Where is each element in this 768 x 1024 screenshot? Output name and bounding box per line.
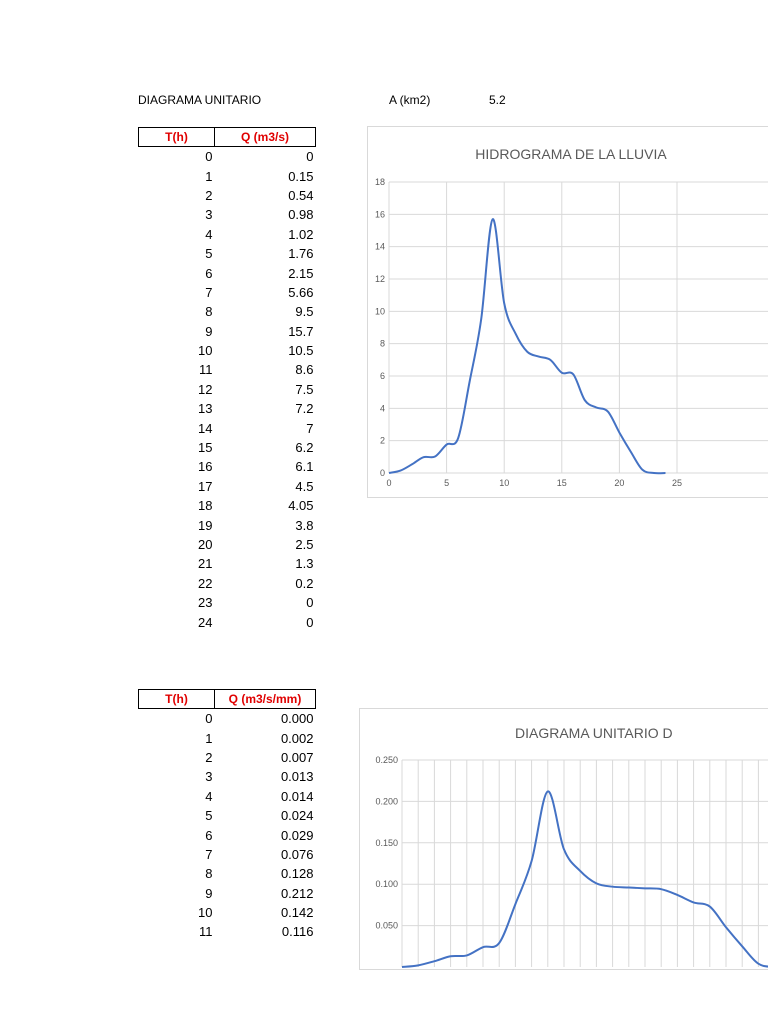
chart-title: DIAGRAMA UNITARIO D bbox=[515, 725, 673, 741]
table-row bbox=[139, 341, 316, 360]
flow-cell: 2.15 bbox=[288, 265, 314, 281]
flow-cell: 0.000 bbox=[280, 711, 314, 727]
flow-cell: 0.029 bbox=[280, 827, 314, 843]
time-cell: 12 bbox=[198, 381, 213, 397]
flow-column-header: Q (m3/s) bbox=[215, 128, 316, 147]
time-cell: 14 bbox=[198, 420, 213, 436]
table-row bbox=[139, 554, 316, 573]
rain-hydrograph-svg bbox=[368, 127, 768, 497]
y-tick-label: 0 bbox=[379, 468, 385, 478]
time-cell: 11 bbox=[199, 924, 213, 940]
table-row bbox=[139, 496, 316, 515]
flow-cell: 0.2 bbox=[295, 575, 314, 591]
flow-cell: 0.98 bbox=[288, 207, 314, 223]
flow-cell: 0.007 bbox=[280, 749, 314, 765]
time-cell: 19 bbox=[198, 517, 213, 533]
area-label: A (km2) bbox=[389, 93, 431, 107]
flow-cell: 5.66 bbox=[288, 284, 314, 300]
flow-cell: 6.2 bbox=[295, 440, 314, 456]
time-cell: 3 bbox=[205, 769, 213, 785]
flow-cell: 4.5 bbox=[295, 478, 314, 494]
table-row bbox=[139, 283, 316, 302]
table-row bbox=[139, 457, 316, 476]
unit-hydrograph-table-body bbox=[139, 709, 316, 942]
flow-cell: 0.002 bbox=[280, 730, 314, 746]
time-cell: 4 bbox=[205, 226, 213, 242]
time-cell: 6 bbox=[205, 265, 213, 281]
flow-cell: 1.3 bbox=[295, 556, 314, 572]
flow-cell: 0.076 bbox=[280, 846, 314, 862]
flow-cell: 0 bbox=[306, 595, 314, 611]
x-tick-label: 10 bbox=[499, 478, 510, 488]
page-title: DIAGRAMA UNITARIO bbox=[138, 93, 262, 107]
y-tick-label: 16 bbox=[374, 209, 385, 220]
table-row bbox=[139, 593, 316, 612]
y-tick-label: 14 bbox=[374, 241, 385, 252]
flow-cell: 0.013 bbox=[280, 769, 314, 785]
hydrograph-table-body bbox=[139, 147, 316, 632]
x-tick-label: 15 bbox=[556, 478, 567, 488]
flow-cell: 10.5 bbox=[288, 343, 314, 359]
table-row bbox=[139, 787, 316, 806]
time-cell: 8 bbox=[205, 866, 213, 882]
flow-cell: 7.5 bbox=[295, 381, 314, 397]
flow-cell: 1.76 bbox=[288, 246, 314, 262]
flow-cell: 2.5 bbox=[295, 537, 314, 552]
y-tick-label: 4 bbox=[379, 403, 385, 414]
y-tick-label: 0.050 bbox=[375, 920, 398, 931]
table-row bbox=[139, 903, 316, 922]
flow-cell: 0 bbox=[306, 149, 314, 165]
time-cell: 0 bbox=[205, 149, 213, 165]
flow-cell: 0.014 bbox=[280, 788, 314, 804]
flow-cell: 9.5 bbox=[295, 304, 314, 320]
table-row bbox=[139, 225, 316, 244]
time-cell: 16 bbox=[198, 459, 213, 475]
table-row bbox=[139, 884, 316, 903]
time-cell: 11 bbox=[199, 362, 213, 378]
time-cell: 20 bbox=[198, 537, 213, 552]
table-row bbox=[139, 748, 316, 767]
table-row bbox=[139, 477, 316, 496]
table-row bbox=[139, 515, 316, 534]
table-row bbox=[139, 728, 316, 747]
unit-hydrograph-table bbox=[138, 689, 316, 942]
time-cell: 0 bbox=[205, 711, 213, 727]
table-row bbox=[139, 612, 316, 631]
time-cell: 7 bbox=[205, 284, 213, 300]
flow-cell: 0.024 bbox=[280, 808, 314, 824]
table-row bbox=[139, 767, 316, 786]
y-tick-label: 18 bbox=[374, 177, 385, 187]
time-cell: 2 bbox=[205, 187, 213, 203]
table-row bbox=[139, 535, 316, 554]
flow-cell: 1.02 bbox=[288, 226, 314, 242]
table-row bbox=[139, 806, 316, 825]
time-cell: 1 bbox=[205, 168, 213, 184]
y-tick-label: 2 bbox=[379, 435, 385, 446]
flow-cell: 0.128 bbox=[280, 866, 314, 882]
time-cell: 18 bbox=[198, 498, 213, 514]
y-tick-label: 12 bbox=[374, 274, 385, 284]
time-column-header: T(h) bbox=[139, 128, 215, 147]
y-tick-label: 8 bbox=[379, 338, 385, 349]
table-row bbox=[139, 380, 316, 399]
flow-cell: 7.2 bbox=[295, 401, 314, 417]
flow-cell: 0.54 bbox=[288, 187, 314, 203]
time-cell: 17 bbox=[198, 478, 213, 494]
time-cell: 10 bbox=[198, 343, 213, 359]
flow-cell: 0.142 bbox=[280, 905, 314, 921]
y-tick-label: 10 bbox=[374, 306, 385, 317]
time-cell: 4 bbox=[205, 788, 213, 804]
table-row bbox=[139, 438, 316, 457]
table-row bbox=[139, 418, 316, 437]
flow-cell: 0.15 bbox=[288, 168, 314, 184]
table-row bbox=[139, 263, 316, 282]
flow-cell: 0.116 bbox=[281, 924, 314, 940]
unit-flow-column-header: Q (m3/s/mm) bbox=[215, 690, 316, 709]
flow-cell: 15.7 bbox=[288, 323, 314, 339]
table-row bbox=[139, 574, 316, 593]
x-tick-label: 20 bbox=[614, 478, 625, 488]
hydrograph-table bbox=[138, 127, 316, 632]
y-tick-label: 0.150 bbox=[375, 837, 398, 848]
table-row bbox=[139, 864, 316, 883]
x-tick-label: 5 bbox=[444, 478, 450, 488]
series-line bbox=[402, 791, 768, 967]
table-row bbox=[139, 166, 316, 185]
unit-diagram-svg bbox=[360, 709, 768, 969]
table-row bbox=[139, 360, 316, 379]
y-tick-label: 0.250 bbox=[375, 755, 398, 765]
time-cell: 9 bbox=[205, 323, 213, 339]
table-row bbox=[139, 825, 316, 844]
time-cell: 23 bbox=[198, 595, 213, 611]
chart-title: HIDROGRAMA DE LA LLUVIA bbox=[475, 146, 667, 162]
flow-cell: 4.05 bbox=[288, 498, 314, 514]
time-cell: 15 bbox=[198, 440, 213, 456]
time-cell: 24 bbox=[198, 614, 213, 630]
table-row bbox=[139, 205, 316, 224]
time-cell: 10 bbox=[198, 905, 213, 921]
table-row bbox=[139, 709, 316, 729]
y-tick-label: 6 bbox=[379, 371, 385, 381]
table-row bbox=[139, 244, 316, 263]
flow-cell: 0.212 bbox=[280, 885, 314, 901]
y-tick-label: 0.100 bbox=[375, 879, 398, 890]
time-cell: 9 bbox=[205, 885, 213, 901]
flow-cell: 3.8 bbox=[295, 517, 314, 533]
time-cell: 7 bbox=[205, 846, 213, 862]
time-cell: 2 bbox=[205, 749, 213, 765]
table-row bbox=[139, 186, 316, 205]
time-cell: 1 bbox=[205, 730, 213, 746]
table-row bbox=[139, 845, 316, 864]
flow-cell: 0 bbox=[306, 614, 314, 630]
time-cell: 5 bbox=[205, 246, 213, 262]
area-value: 5.2 bbox=[489, 93, 506, 107]
flow-cell: 6.1 bbox=[295, 459, 314, 475]
time-cell: 8 bbox=[205, 304, 213, 320]
table-row bbox=[139, 399, 316, 418]
unit-diagram-chart[interactable] bbox=[359, 708, 768, 970]
time-cell: 6 bbox=[205, 827, 213, 843]
time-cell: 21 bbox=[198, 556, 213, 572]
rain-hydrograph-chart[interactable] bbox=[367, 126, 768, 498]
table-row bbox=[139, 302, 316, 321]
x-tick-label: 0 bbox=[386, 478, 392, 488]
time-cell: 13 bbox=[198, 401, 213, 417]
time-cell: 22 bbox=[198, 575, 213, 591]
time-column-header: T(h) bbox=[139, 690, 215, 709]
x-tick-label: 25 bbox=[671, 478, 683, 488]
table-row bbox=[139, 147, 316, 167]
table-row bbox=[139, 922, 316, 941]
y-tick-label: 0.200 bbox=[375, 796, 398, 807]
table-row bbox=[139, 322, 316, 341]
series-line bbox=[389, 219, 665, 473]
flow-cell: 8.6 bbox=[295, 362, 314, 378]
time-cell: 5 bbox=[205, 808, 213, 824]
time-cell: 3 bbox=[205, 207, 213, 223]
flow-cell: 7 bbox=[306, 420, 314, 436]
